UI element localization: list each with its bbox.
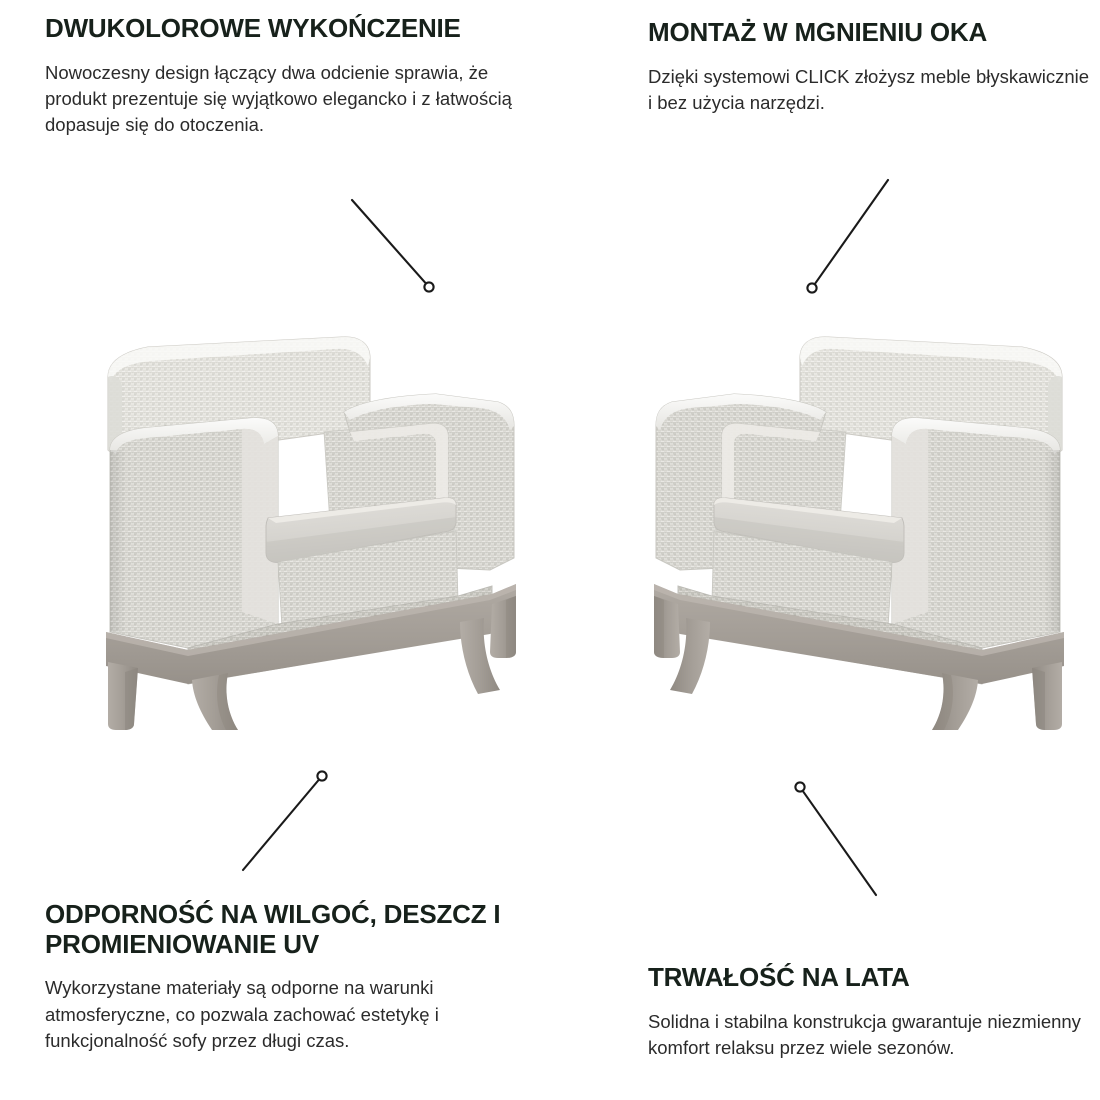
product-image-chair-right	[648, 332, 1078, 732]
feature-block-dwukolorowe-wykonczenie	[45, 14, 545, 138]
feature-block-odpornosc-na-wilgoc	[45, 900, 545, 1054]
feature-body: Solidna i stabilna konstrukcja gwarantuje niezmienny komfort relaksu przez wiele sezonów.	[648, 1010, 1081, 1058]
feature-body: Wykorzystane materiały są odporne na warunki atmosferyczne, co pozwala zachować estetykę i funkcjonalność sofy przez długi czas.	[45, 977, 439, 1051]
feature-heading: TRWAŁOŚĆ NA LATA	[648, 962, 910, 992]
pointer-bottom-left-line	[243, 781, 318, 870]
feature-body: Nowoczesny design łączący dwa odcienie sprawia, że produkt prezentuje się wyjątkowo elegancko i z łatwością dopasuje się do otoczenia.	[45, 61, 512, 136]
feature-block-montaz-w-mgnieniu-oka	[648, 18, 1096, 116]
feature-block-trwalosc-na-lata	[648, 963, 1100, 1061]
pointer-bottom-left-marker	[317, 771, 326, 780]
feature-body: Dzięki systemowi CLICK złożysz meble błyskawicznie i bez użycia narzędzi.	[648, 65, 1090, 113]
chair-arm-left	[110, 418, 278, 648]
feature-heading: ODPORNOŚĆ NA WILGOĆ, DESZCZ I PROMIENIOWANIE UV	[45, 899, 501, 959]
pointer-top-left-line	[352, 200, 425, 282]
feature-heading: MONTAŻ W MGNIENIU OKA	[648, 17, 988, 47]
feature-heading: DWUKOLOROWE WYKOŃCZENIE	[45, 13, 461, 43]
pointer-top-right-line	[816, 180, 888, 283]
pointer-bottom-right-marker	[795, 782, 804, 791]
product-image-chair-left	[92, 332, 522, 732]
pointer-top-left-marker	[424, 282, 433, 291]
pointer-top-right-marker	[807, 283, 816, 292]
pointer-bottom-right-line	[804, 792, 876, 895]
